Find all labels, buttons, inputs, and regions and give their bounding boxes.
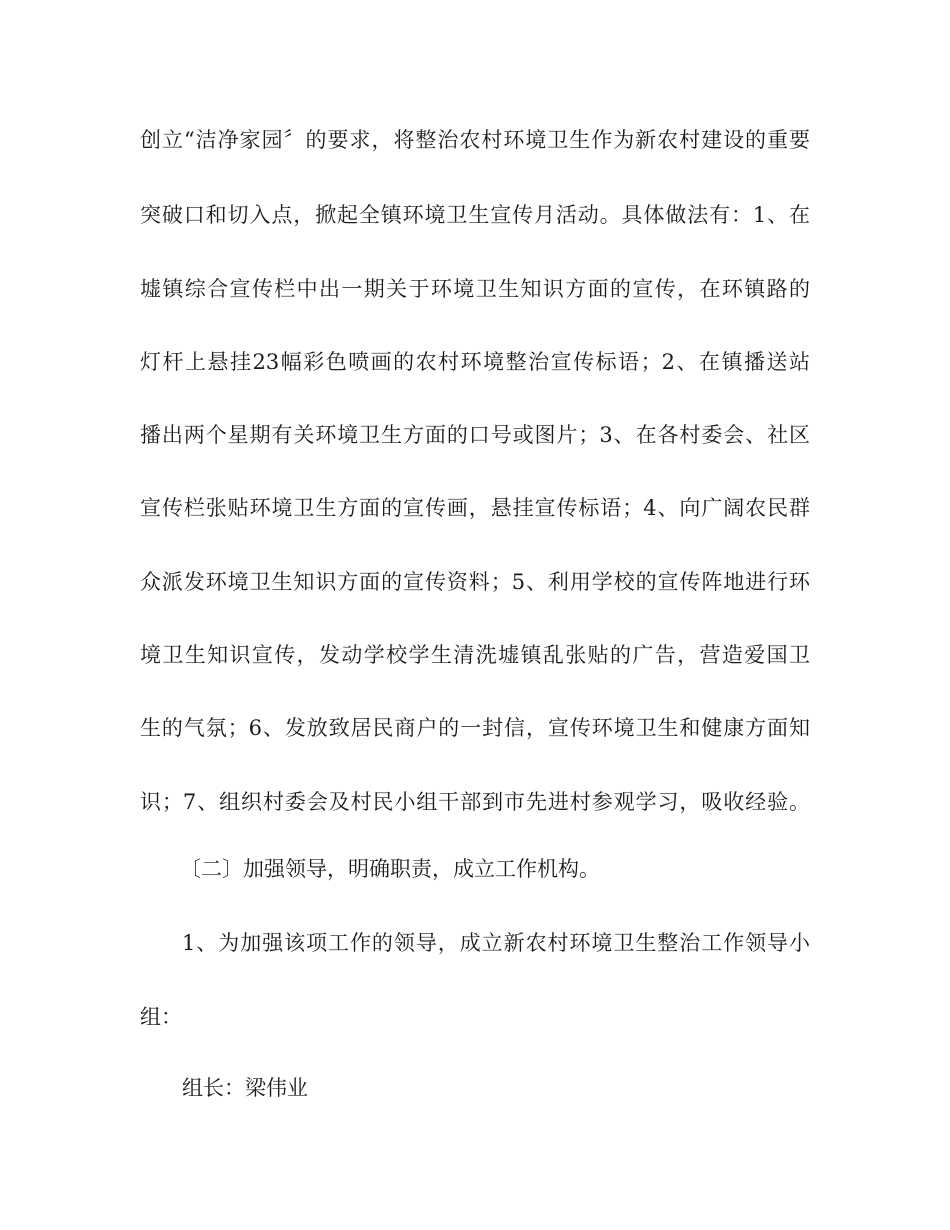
leader-line: 组长：梁伟业 xyxy=(182,1076,308,1100)
body-text-line: 组： xyxy=(140,1005,182,1029)
body-text-line: 生的气氛；6、发放致居民商户的一封信，宣传环境卫生和健康方面知 xyxy=(140,716,810,740)
body-text-line: 墟镇综合宣传栏中出一期关于环境卫生知识方面的宣传，在环镇路的 xyxy=(140,277,810,301)
section-heading: 〔二〕加强领导，明确职责，成立工作机构。 xyxy=(180,857,600,881)
body-text-line: 宣传栏张贴环境卫生方面的宣传画，悬挂宣传标语；4、向广阔农民群 xyxy=(140,496,810,520)
body-text-line: 识；7、组织村委会及村民小组干部到市先进村参观学习，吸收经验。 xyxy=(140,790,810,814)
body-text-line: 创立“洁净家园〞的要求，将整治农村环境卫生作为新农村建设的重要 xyxy=(140,128,810,152)
body-text-line: 突破口和切入点，掀起全镇环境卫生宣传月活动。具体做法有：1、在 xyxy=(140,203,810,227)
body-text-line: 众派发环境卫生知识方面的宣传资料；5、利用学校的宣传阵地进行环 xyxy=(140,570,810,594)
body-text-line: 灯杆上悬挂23幅彩色喷画的农村环境整治宣传标语；2、在镇播送站 xyxy=(140,350,810,374)
body-text-line: 播出两个星期有关环境卫生方面的口号或图片；3、在各村委会、社区 xyxy=(140,423,810,447)
body-text-line: 1、为加强该项工作的领导，成立新农村环境卫生整治工作领导小 xyxy=(182,931,810,955)
body-text-line: 境卫生知识宣传，发动学校学生清洗墟镇乱张贴的广告，营造爱国卫 xyxy=(140,643,810,667)
